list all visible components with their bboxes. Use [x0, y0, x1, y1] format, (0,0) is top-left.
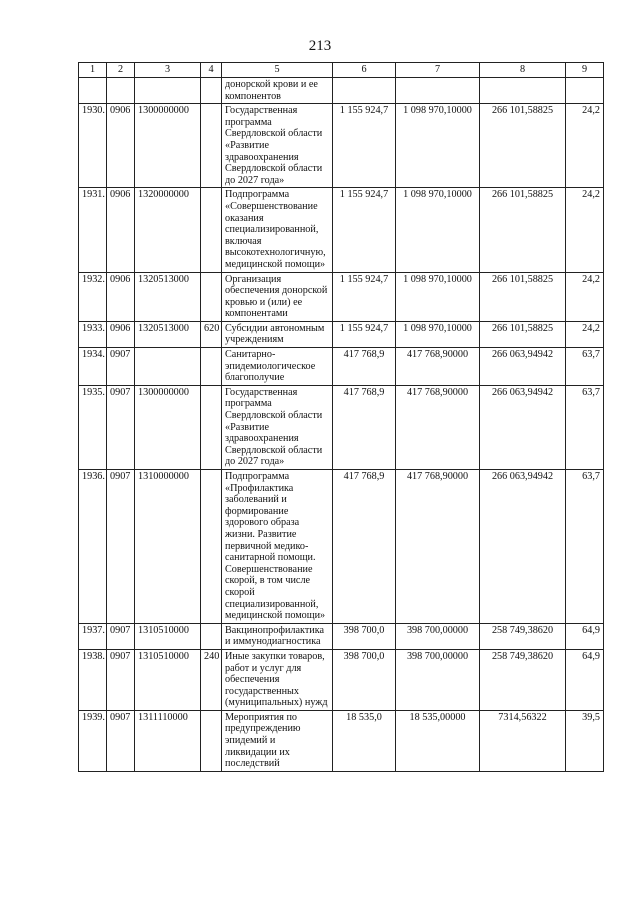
percent-cell: 63,7 [566, 470, 604, 624]
target-code-cell: 1320513000 [135, 321, 201, 347]
percent-cell: 24,2 [566, 188, 604, 272]
expense-type-cell [201, 104, 222, 188]
planned-amount-cell: 398 700,00000 [396, 623, 480, 649]
column-header-4: 4 [201, 63, 222, 78]
table-body [79, 78, 604, 772]
section-code-cell: 0907 [107, 710, 135, 771]
percent-cell: 64,9 [566, 649, 604, 710]
row-number-cell: 1939. [79, 710, 107, 771]
expense-type-cell [201, 348, 222, 386]
approved-amount-cell: 1 155 924,7 [333, 272, 396, 321]
item-name-cell: Государственная программа Свердловской области «Развитие здравоохранения Свердловской области до 2027 года» [222, 104, 333, 188]
column-header-7: 7 [396, 63, 480, 78]
item-name-cell: Государственная программа Свердловской области «Развитие здравоохранения Свердловской области до 2027 года» [222, 385, 333, 469]
expense-type-cell: 240 [201, 649, 222, 710]
item-name-cell: Подпрограмма «Профилактика заболеваний и формирование здорового образа жизни. Развитие первичной медико-санитарной помощи. Совершенствование скорой, в том числе скорой специализированной, медицинской помощи» [222, 470, 333, 624]
expense-type-cell [201, 188, 222, 272]
section-code-cell: 0907 [107, 470, 135, 624]
target-code-cell: 1310510000 [135, 649, 201, 710]
table-row [79, 188, 604, 272]
planned-amount-cell: 1 098 970,10000 [396, 104, 480, 188]
column-header-8: 8 [480, 63, 566, 78]
section-code-cell [107, 78, 135, 104]
target-code-cell: 1300000000 [135, 104, 201, 188]
table-header [79, 63, 604, 78]
row-number-cell: 1933. [79, 321, 107, 347]
expense-type-cell [201, 623, 222, 649]
section-code-cell: 0907 [107, 649, 135, 710]
planned-amount-cell: 417 768,90000 [396, 348, 480, 386]
table-row [79, 272, 604, 321]
planned-amount-cell: 417 768,90000 [396, 385, 480, 469]
item-name-cell: донорской крови и ее компонентов [222, 78, 333, 104]
row-number-cell: 1934. [79, 348, 107, 386]
section-code-cell: 0906 [107, 321, 135, 347]
planned-amount-cell: 417 768,90000 [396, 470, 480, 624]
approved-amount-cell: 1 155 924,7 [333, 321, 396, 347]
percent-cell: 63,7 [566, 348, 604, 386]
target-code-cell: 1300000000 [135, 385, 201, 469]
expense-type-cell [201, 470, 222, 624]
percent-cell: 24,2 [566, 321, 604, 347]
row-number-cell: 1932. [79, 272, 107, 321]
approved-amount-cell: 417 768,9 [333, 385, 396, 469]
column-header-5: 5 [222, 63, 333, 78]
executed-amount-cell [480, 78, 566, 104]
column-header-3: 3 [135, 63, 201, 78]
row-number-cell: 1931. [79, 188, 107, 272]
item-name-cell: Вакцинопрофилактика и иммунодиагностика [222, 623, 333, 649]
percent-cell: 24,2 [566, 104, 604, 188]
section-code-cell: 0907 [107, 623, 135, 649]
table-row [79, 104, 604, 188]
executed-amount-cell: 266 063,94942 [480, 348, 566, 386]
row-number-cell: 1937. [79, 623, 107, 649]
planned-amount-cell: 398 700,00000 [396, 649, 480, 710]
approved-amount-cell: 1 155 924,7 [333, 188, 396, 272]
planned-amount-cell [396, 78, 480, 104]
executed-amount-cell: 266 063,94942 [480, 470, 566, 624]
table-row [79, 470, 604, 624]
planned-amount-cell: 1 098 970,10000 [396, 321, 480, 347]
column-header-1: 1 [79, 63, 107, 78]
planned-amount-cell: 1 098 970,10000 [396, 272, 480, 321]
percent-cell: 39,5 [566, 710, 604, 771]
page-number: 213 [308, 38, 332, 54]
table-row [79, 348, 604, 386]
target-code-cell: 1320513000 [135, 272, 201, 321]
planned-amount-cell: 18 535,00000 [396, 710, 480, 771]
target-code-cell [135, 78, 201, 104]
executed-amount-cell: 266 101,58825 [480, 272, 566, 321]
row-number-cell: 1930. [79, 104, 107, 188]
table-row [79, 321, 604, 347]
row-number-cell: 1938. [79, 649, 107, 710]
approved-amount-cell: 1 155 924,7 [333, 104, 396, 188]
executed-amount-cell: 7314,56322 [480, 710, 566, 771]
approved-amount-cell: 398 700,0 [333, 623, 396, 649]
row-number-cell: 1936. [79, 470, 107, 624]
table-row [79, 710, 604, 771]
expense-type-cell [201, 385, 222, 469]
percent-cell: 63,7 [566, 385, 604, 469]
item-name-cell: Мероприятия по предупреждению эпидемий и ликвидации их последствий [222, 710, 333, 771]
expense-type-cell [201, 78, 222, 104]
target-code-cell: 1310510000 [135, 623, 201, 649]
column-header-9: 9 [566, 63, 604, 78]
approved-amount-cell: 417 768,9 [333, 348, 396, 386]
target-code-cell: 1311110000 [135, 710, 201, 771]
executed-amount-cell: 266 101,58825 [480, 321, 566, 347]
percent-cell: 24,2 [566, 272, 604, 321]
planned-amount-cell: 1 098 970,10000 [396, 188, 480, 272]
expense-type-cell [201, 272, 222, 321]
table-row [79, 78, 604, 104]
column-header-2: 2 [107, 63, 135, 78]
approved-amount-cell: 417 768,9 [333, 470, 396, 624]
item-name-cell: Иные закупки товаров, работ и услуг для обеспечения государственных (муниципальных) нужд [222, 649, 333, 710]
item-name-cell: Организация обеспечения донорской кровью и (или) ее компонентами [222, 272, 333, 321]
row-number-cell: 1935. [79, 385, 107, 469]
table-row [79, 385, 604, 469]
target-code-cell: 1310000000 [135, 470, 201, 624]
section-code-cell: 0907 [107, 385, 135, 469]
section-code-cell: 0906 [107, 104, 135, 188]
section-code-cell: 0906 [107, 188, 135, 272]
table-row [79, 649, 604, 710]
executed-amount-cell: 258 749,38620 [480, 649, 566, 710]
column-header-6: 6 [333, 63, 396, 78]
percent-cell: 64,9 [566, 623, 604, 649]
approved-amount-cell: 18 535,0 [333, 710, 396, 771]
target-code-cell: 1320000000 [135, 188, 201, 272]
percent-cell [566, 78, 604, 104]
executed-amount-cell: 266 063,94942 [480, 385, 566, 469]
budget-table [78, 62, 604, 772]
executed-amount-cell: 266 101,58825 [480, 104, 566, 188]
header-row [79, 63, 604, 78]
item-name-cell: Подпрограмма «Совершенствование оказания специализированной, включая высокотехнологичную, медицинской помощи» [222, 188, 333, 272]
item-name-cell: Санитарно-эпидемиологическое благополучие [222, 348, 333, 386]
row-number-cell [79, 78, 107, 104]
table-row [79, 623, 604, 649]
target-code-cell [135, 348, 201, 386]
expense-type-cell [201, 710, 222, 771]
expense-type-cell: 620 [201, 321, 222, 347]
item-name-cell: Субсидии автономным учреждениям [222, 321, 333, 347]
executed-amount-cell: 266 101,58825 [480, 188, 566, 272]
approved-amount-cell [333, 78, 396, 104]
approved-amount-cell: 398 700,0 [333, 649, 396, 710]
executed-amount-cell: 258 749,38620 [480, 623, 566, 649]
section-code-cell: 0906 [107, 272, 135, 321]
section-code-cell: 0907 [107, 348, 135, 386]
